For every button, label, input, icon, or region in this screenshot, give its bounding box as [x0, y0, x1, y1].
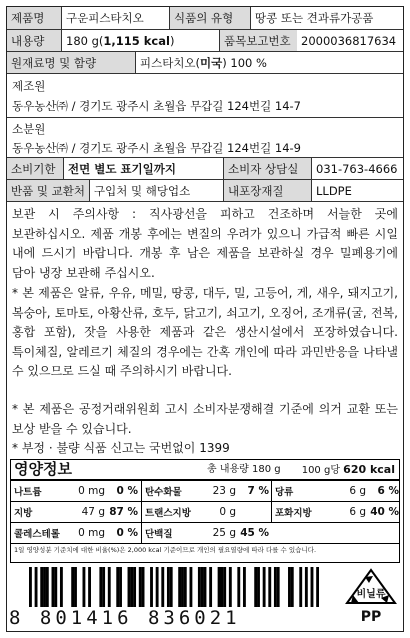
- manufacturer-label: 제조원: [12, 79, 46, 93]
- volume-row: [7, 30, 403, 52]
- nutrient-name: 포화지방: [275, 508, 312, 519]
- return-row: [7, 180, 403, 202]
- nutrient-amount: 0 mg: [78, 485, 105, 497]
- nutrition-cell: [271, 502, 402, 522]
- nutrient-pct: 45 %: [240, 527, 269, 539]
- nutrition-total: 총 내용량 180 g: [207, 464, 281, 475]
- ingredient-label: 원재료명 및 함량: [7, 52, 135, 73]
- nutrition-table: [10, 459, 400, 563]
- nutrition-cell: [141, 523, 272, 543]
- nutrition-per: [302, 460, 395, 480]
- report-no: 2000036817634: [301, 33, 397, 48]
- nutrition-cell: [11, 502, 141, 522]
- consumer-phone: 031-763-4666: [311, 158, 403, 179]
- distributor-label: 소분원: [12, 122, 46, 136]
- allergy-note: * 본 제품은 알류, 우유, 메밀, 땅콩, 대두, 밀, 고등어, 게, 새우, 돼지고기, 복숭아, 토마토, 아황산류, 호두, 닭고기, 쇠고기, 오징어, 조개류(굴, 전복, 홍합 포함), 잣을 사용한 제품과 같은 생산시설에서 포장하였습니다. 특이체질, 알레르기 체질의 경우에는 간혹 개인에 따라 과민반응을 나타낼 수 있으므로 드실 때 주의하시기 바랍니다.: [12, 286, 398, 378]
- nutrient-amount: 47 g: [81, 506, 105, 518]
- return-label: 반품 및 교환처: [7, 180, 89, 201]
- nutrient-pct: 0 %: [116, 485, 138, 497]
- ingredient-value: [135, 52, 403, 73]
- storage-note: 보관 시 주의사항 : 직사광선을 피하고 건조하며 서늘한 곳에 보관하십시오. 제품 개봉 후에는 변질의 우려가 있으니 가급적 빠른 시일 내에 드시기 바랍니다. 개봉 후 남은 제품을 보관하실 경우 밀폐용기에 담아 냉장 보관해 주십시오.: [12, 207, 398, 280]
- nutrient-name: 트랜스지방: [145, 508, 191, 519]
- consumer-label: 소비자 상담실: [223, 158, 311, 179]
- ingredient-origin: 미국: [200, 55, 223, 70]
- recycle-text: 비닐류: [356, 589, 386, 600]
- return-place: 구입처 및 해당업소: [89, 180, 223, 201]
- nutrition-title: 영양정보: [14, 460, 72, 478]
- manufacturer-block: [7, 74, 403, 118]
- volume-prefix: 180 g(: [66, 33, 104, 48]
- recycle-mark: [343, 567, 399, 629]
- expiry-row: [7, 158, 403, 180]
- food-label: [6, 6, 404, 632]
- food-type: 땅콩 또는 견과류가공품: [250, 7, 403, 29]
- volume-value: [61, 30, 219, 51]
- nutrient-name: 당류: [275, 487, 294, 498]
- nutrient-amount: 23 g: [212, 485, 236, 497]
- manufacturer: 동우농산㈜ / 경기도 광주시 초월읍 무갑길 124번길 14-7: [12, 99, 301, 113]
- nutrition-footnote: 1일 영양성분 기준치에 대한 비율(%)은 2,000 kcal 기준이므로 개인의 필요열량에 따라 다를 수 있습니다.: [14, 546, 317, 554]
- nutrient-name: 나트륨: [14, 487, 42, 498]
- nutrient-amount: 6 g: [349, 506, 366, 518]
- nutrient-name: 지방: [14, 508, 33, 519]
- nutrient-name: 단백질: [145, 529, 173, 540]
- report-no-label: 품목보고번호: [219, 30, 297, 51]
- product-name: 구운피스타치오: [61, 7, 169, 29]
- nutrition-row: [11, 502, 399, 523]
- nutrient-name: 탄수화물: [145, 487, 182, 498]
- packaging: LLDPE: [311, 180, 403, 201]
- nutrition-cell: [141, 481, 272, 501]
- report-note: * 부정 · 불량 식품 신고는 국번없이 1399: [12, 441, 230, 455]
- nutrition-header: [11, 460, 399, 481]
- product-row: [7, 7, 403, 30]
- nutrition-per-kcal: 620 kcal: [343, 463, 395, 476]
- nutrient-amount: 0 mg: [78, 527, 105, 539]
- nutrient-pct: 40 %: [370, 506, 399, 518]
- expiry: 전면 별도 표기일까지: [63, 158, 223, 179]
- distributor: 동우농산㈜ / 경기도 광주시 초월읍 무갑길 124번길 14-9: [12, 141, 301, 155]
- nutrition-cell: [11, 523, 141, 543]
- packaging-label: 내포장재질: [223, 180, 311, 201]
- nutrition-row: [11, 523, 399, 544]
- nutrient-amount: 25 g: [212, 527, 236, 539]
- distributor-block: [7, 118, 403, 158]
- nutrition-cell: [141, 502, 272, 522]
- ingredient-row: [7, 52, 403, 74]
- product-name-label: 제품명: [7, 7, 61, 29]
- ingredient-suffix: ) 100 %: [222, 55, 267, 70]
- nutrient-name: 콜레스테롤: [14, 529, 60, 540]
- nutrition-per-label: 100 g당: [301, 465, 340, 476]
- nutrient-amount: 6 g: [349, 485, 366, 497]
- food-type-label: 식품의 유형: [169, 7, 250, 29]
- nutrient-pct: 6 %: [377, 485, 399, 497]
- nutrient-pct: 0 %: [116, 527, 138, 539]
- nutrition-cell: [11, 481, 141, 501]
- barcode-digits: 8 801416 836021: [9, 607, 329, 629]
- nutrient-pct: 7 %: [247, 485, 269, 497]
- ingredient-prefix: 피스타치오(: [140, 55, 201, 70]
- volume-suffix: ): [169, 33, 175, 48]
- nutrient-amount: 0 g: [219, 506, 236, 518]
- volume-label: 내용량: [7, 30, 61, 51]
- expiry-label: 소비기한: [7, 158, 63, 179]
- volume-kcal: 1,115 kcal: [103, 33, 170, 48]
- exchange-note: * 본 제품은 공정거래위원회 고시 소비자분쟁해결 기준에 의거 교환 또는 보상 받을 수 있습니다.: [12, 402, 398, 436]
- nutrition-row: [11, 481, 399, 502]
- nutrition-cell: [271, 481, 402, 501]
- recycle-code: PP: [360, 609, 382, 625]
- nutrient-pct: 87 %: [109, 506, 138, 518]
